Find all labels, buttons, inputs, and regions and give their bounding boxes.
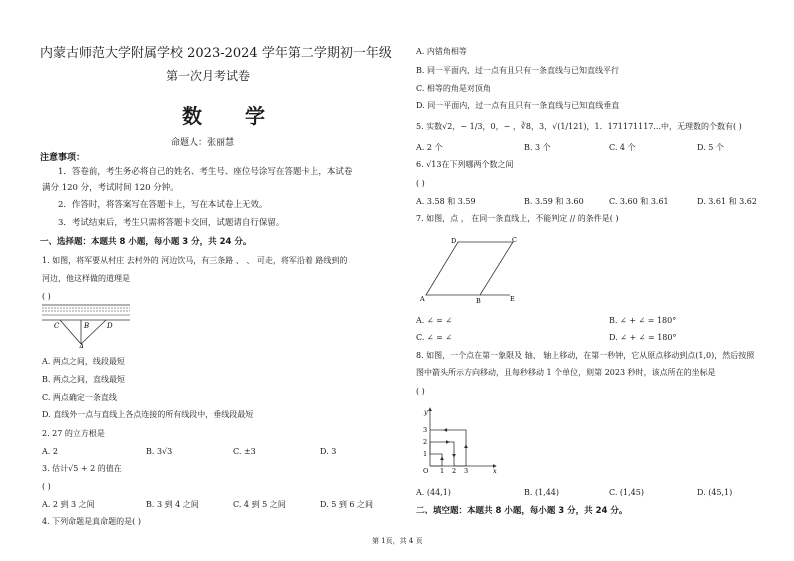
q6-paren: ( ) bbox=[416, 179, 425, 188]
q2-option-c: C. ±3 bbox=[233, 447, 256, 456]
q7-stem: 7. 如图，点 ， 在同一条直线上，不能判定 // 的条件是( ) bbox=[416, 214, 619, 223]
q8-stem-a: 8. 如图，一个点在第一象限及 轴、 轴上移动，在第一秒钟，它从原点移动到点(1,0)，然后按照 bbox=[416, 351, 755, 360]
q3-option-d: D. 5 到 6 之间 bbox=[320, 500, 374, 509]
q4-option-a: A. 内错角相等 bbox=[416, 47, 467, 56]
q1-river-figure bbox=[40, 302, 132, 348]
q3-stem: 3. 估计√5 + 2 的值在 bbox=[42, 464, 122, 473]
q8-option-a: A. (44,1) bbox=[416, 488, 451, 497]
q1-label-a: A bbox=[79, 343, 85, 348]
q1-paren: ( ) bbox=[42, 292, 51, 301]
section-2-heading: 二、填空题：本题共 8 小题，每小题 3 分，共 24 分。 bbox=[416, 506, 628, 516]
q8-label-y2: 2 bbox=[423, 438, 428, 446]
note-3: 3．考试结束后，考生只需将答题卡交回，试题请自行保留。 bbox=[58, 218, 285, 228]
exam-title: 内蒙古师范大学附属学校 2023-2024 学年第二学期初一年级 bbox=[40, 46, 392, 61]
q6-option-b: B. 3.59 和 3.60 bbox=[524, 197, 584, 206]
section-1-heading: 一、选择题：本题共 8 小题，每小题 3 分，共 24 分。 bbox=[40, 237, 252, 247]
q3-paren: ( ) bbox=[42, 482, 51, 491]
q8-label-origin: O bbox=[423, 467, 429, 475]
q5-option-c: C. 4 个 bbox=[609, 143, 636, 152]
q7-parallelogram-figure bbox=[416, 232, 522, 304]
q1-option-a: A. 两点之间，线段最短 bbox=[42, 357, 125, 366]
q8-label-x1: 1 bbox=[440, 467, 445, 475]
q7-option-d: D. ∠ + ∠ = 180° bbox=[609, 333, 677, 342]
q7-option-b: B. ∠ + ∠ = 180° bbox=[609, 316, 677, 325]
q4-option-b: B. 同一平面内，过一点有且只有一条直线与已知直线平行 bbox=[416, 66, 619, 75]
q1-stem-a: 1. 如图，将军要从村庄 去村外的 河边饮马，有三条路 、 、 可走，将军沿着 路线到的 bbox=[42, 256, 348, 265]
q8-label-y: y bbox=[424, 408, 428, 416]
notes-heading: 注意事项： bbox=[40, 153, 86, 163]
q4-option-d: D. 同一平面内，过一点有且只有一条直线与已知直线垂直 bbox=[416, 101, 620, 110]
q1-stem-b: 河边，他这样做的道理是 bbox=[42, 274, 130, 283]
q5-option-d: D. 5 个 bbox=[697, 143, 724, 152]
q8-paren: ( ) bbox=[416, 387, 425, 396]
q5-option-a: A. 2 个 bbox=[416, 143, 443, 152]
q6-option-d: D. 3.61 和 3.62 bbox=[697, 197, 757, 206]
q6-option-c: C. 3.60 和 3.61 bbox=[609, 197, 669, 206]
q8-stem-b: 图中箭头所示方向移动，且每秒移动 1 个单位，则第 2023 秒时，该点所在的坐标是 bbox=[416, 368, 716, 377]
q1-label-d: D bbox=[107, 322, 113, 330]
q1-option-c: C. 两点确定一条直线 bbox=[42, 393, 117, 402]
q1-label-c: C bbox=[54, 322, 60, 330]
note-1a: 1．答卷前，考生务必将自己的姓名、考生号、座位号涂写在答题卡上，本试卷 bbox=[58, 167, 353, 177]
q8-option-b: B. (1,44) bbox=[524, 488, 560, 497]
q7-option-a: A. ∠ = ∠ bbox=[416, 316, 453, 325]
q8-label-y3: 3 bbox=[423, 426, 428, 434]
q3-option-a: A. 2 到 3 之间 bbox=[42, 500, 95, 509]
q2-option-d: D. 3 bbox=[320, 447, 337, 456]
q3-option-c: C. 4 到 5 之间 bbox=[233, 500, 286, 509]
q7-label-e: E bbox=[510, 295, 515, 303]
subject-title: 数 学 bbox=[182, 104, 283, 128]
exam-subtitle: 第一次月考试卷 bbox=[166, 69, 251, 83]
q8-coordinate-figure bbox=[416, 404, 508, 476]
q8-label-x2: 2 bbox=[452, 467, 457, 475]
q7-option-c: C. ∠ = ∠ bbox=[416, 333, 453, 342]
q2-option-b: B. 3√3 bbox=[146, 447, 173, 456]
q1-option-d: D. 直线外一点与直线上各点连接的所有线段中，垂线段最短 bbox=[42, 410, 254, 419]
q4-stem: 4. 下列命题是真命题的是( ) bbox=[42, 517, 141, 526]
q8-option-d: D. (45,1) bbox=[697, 488, 733, 497]
q6-stem: 6. √13在下列哪两个数之间 bbox=[416, 160, 514, 169]
q7-label-a: A bbox=[420, 295, 425, 303]
note-2: 2．作答时，将答案写在答题卡上，写在本试卷上无效。 bbox=[58, 200, 268, 210]
q2-option-a: A. 2 bbox=[42, 447, 58, 456]
q8-label-y1: 1 bbox=[423, 450, 428, 458]
q4-option-c: C. 相等的角是对顶角 bbox=[416, 84, 491, 93]
q3-option-b: B. 3 到 4 之间 bbox=[146, 500, 199, 509]
q5-option-b: B. 3 个 bbox=[524, 143, 551, 152]
q1-label-b: B bbox=[84, 322, 90, 330]
note-1b: 满分 120 分，考试时间 120 分钟。 bbox=[42, 183, 179, 193]
q1-option-b: B. 两点之间，直线最短 bbox=[42, 375, 125, 384]
page-footer: 第 1页，共 4 页 bbox=[372, 537, 423, 545]
q2-stem: 2. 27 的立方根是 bbox=[42, 429, 105, 438]
q8-option-c: C. (1,45) bbox=[609, 488, 644, 497]
q7-label-c: C bbox=[512, 236, 517, 244]
q8-label-x3: 3 bbox=[464, 467, 469, 475]
q6-option-a: A. 3.58 和 3.59 bbox=[416, 197, 476, 206]
q5-stem: 5. 实数√2，− 1/3，0，− ，∛8，3，√(1/121)，1．171171117...中，无理数的个数有( ) bbox=[416, 122, 742, 131]
q7-label-b: B bbox=[476, 297, 481, 304]
q7-label-d: D bbox=[451, 237, 457, 245]
author-line: 命题人：张丽慧 bbox=[171, 138, 235, 148]
q8-label-x: x bbox=[493, 467, 497, 475]
